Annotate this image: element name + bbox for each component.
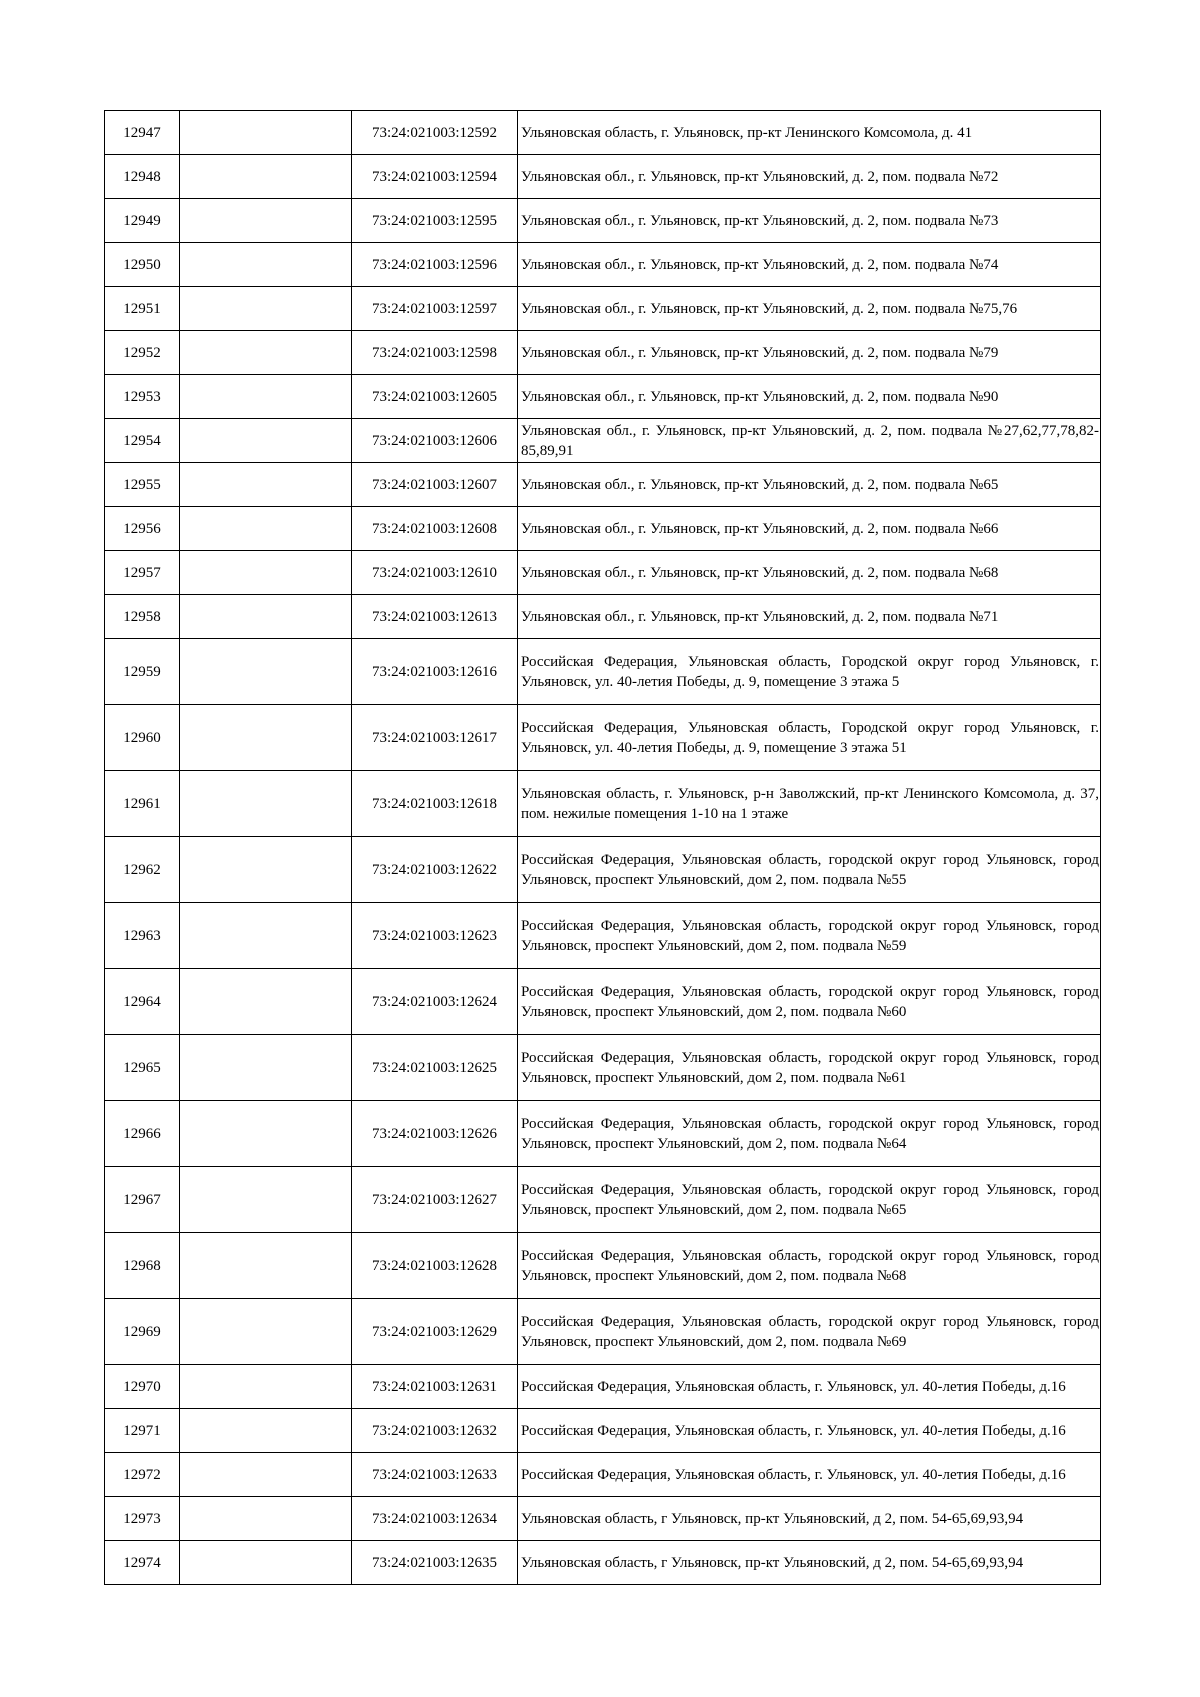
- address: Российская Федерация, Ульяновская область, городской округ город Ульяновск, город Ульяновск, проспект Ульяновский, дом 2, пом. подвала №59: [518, 903, 1101, 969]
- cadastral-number: 73:24:021003:12617: [352, 705, 518, 771]
- row-number: 12973: [105, 1497, 180, 1541]
- empty-cell: [180, 837, 352, 903]
- empty-cell: [180, 1453, 352, 1497]
- table-row: [105, 551, 1101, 595]
- empty-cell: [180, 1101, 352, 1167]
- cadastral-number: 73:24:021003:12634: [352, 1497, 518, 1541]
- row-number: 12970: [105, 1365, 180, 1409]
- address: Российская Федерация, Ульяновская область, г. Ульяновск, ул. 40-летия Победы, д.16: [518, 1365, 1101, 1409]
- table-row: [105, 243, 1101, 287]
- table-row: [105, 419, 1101, 463]
- row-number: 12968: [105, 1233, 180, 1299]
- cadastral-number: 73:24:021003:12607: [352, 463, 518, 507]
- empty-cell: [180, 1035, 352, 1101]
- empty-cell: [180, 705, 352, 771]
- address: Ульяновская обл., г. Ульяновск, пр-кт Ульяновский, д. 2, пом. подвала №73: [518, 199, 1101, 243]
- row-number: 12951: [105, 287, 180, 331]
- empty-cell: [180, 1167, 352, 1233]
- address: Ульяновская область, г Ульяновск, пр-кт Ульяновский, д 2, пом. 54-65,69,93,94: [518, 1497, 1101, 1541]
- table-row: [105, 837, 1101, 903]
- row-number: 12964: [105, 969, 180, 1035]
- address: Ульяновская обл., г. Ульяновск, пр-кт Ульяновский, д. 2, пом. подвала №74: [518, 243, 1101, 287]
- address: Российская Федерация, Ульяновская область, городской округ город Ульяновск, город Ульяновск, проспект Ульяновский, дом 2, пом. подвала №68: [518, 1233, 1101, 1299]
- empty-cell: [180, 1541, 352, 1585]
- table-row: [105, 375, 1101, 419]
- address: Российская Федерация, Ульяновская область, городской округ город Ульяновск, город Ульяновск, проспект Ульяновский, дом 2, пом. подвала №55: [518, 837, 1101, 903]
- address: Российская Федерация, Ульяновская область, городской округ город Ульяновск, город Ульяновск, проспект Ульяновский, дом 2, пом. подвала №61: [518, 1035, 1101, 1101]
- row-number: 12963: [105, 903, 180, 969]
- cadastral-number: 73:24:021003:12628: [352, 1233, 518, 1299]
- address: Ульяновская обл., г. Ульяновск, пр-кт Ульяновский, д. 2, пом. подвала №90: [518, 375, 1101, 419]
- row-number: 12967: [105, 1167, 180, 1233]
- table-row: [105, 155, 1101, 199]
- row-number: 12956: [105, 507, 180, 551]
- empty-cell: [180, 1409, 352, 1453]
- empty-cell: [180, 771, 352, 837]
- address: Российская Федерация, Ульяновская область, городской округ город Ульяновск, город Ульяновск, проспект Ульяновский, дом 2, пом. подвала №60: [518, 969, 1101, 1035]
- address: Ульяновская обл., г. Ульяновск, пр-кт Ульяновский, д. 2, пом. подвала №65: [518, 463, 1101, 507]
- table-row: [105, 595, 1101, 639]
- cadastral-number: 73:24:021003:12597: [352, 287, 518, 331]
- address: Ульяновская обл., г. Ульяновск, пр-кт Ульяновский, д. 2, пом. подвала №71: [518, 595, 1101, 639]
- row-number: 12957: [105, 551, 180, 595]
- empty-cell: [180, 287, 352, 331]
- cadastral-number: 73:24:021003:12632: [352, 1409, 518, 1453]
- table-row: [105, 199, 1101, 243]
- address: Ульяновская обл., г. Ульяновск, пр-кт Ульяновский, д. 2, пом. подвала №75,76: [518, 287, 1101, 331]
- empty-cell: [180, 507, 352, 551]
- row-number: 12966: [105, 1101, 180, 1167]
- empty-cell: [180, 595, 352, 639]
- empty-cell: [180, 155, 352, 199]
- table-row: [105, 1167, 1101, 1233]
- row-number: 12947: [105, 111, 180, 155]
- address: Российская Федерация, Ульяновская область, городской округ город Ульяновск, город Ульяновск, проспект Ульяновский, дом 2, пом. подвала №64: [518, 1101, 1101, 1167]
- cadastral-number: 73:24:021003:12633: [352, 1453, 518, 1497]
- empty-cell: [180, 419, 352, 463]
- row-number: 12969: [105, 1299, 180, 1365]
- row-number: 12962: [105, 837, 180, 903]
- table-row: [105, 969, 1101, 1035]
- empty-cell: [180, 1497, 352, 1541]
- row-number: 12972: [105, 1453, 180, 1497]
- row-number: 12971: [105, 1409, 180, 1453]
- address: Ульяновская обл., г. Ульяновск, пр-кт Ульяновский, д. 2, пом. подвала №66: [518, 507, 1101, 551]
- cadastral-number: 73:24:021003:12606: [352, 419, 518, 463]
- cadastral-number: 73:24:021003:12635: [352, 1541, 518, 1585]
- cadastral-number: 73:24:021003:12626: [352, 1101, 518, 1167]
- address: Российская Федерация, Ульяновская область, г. Ульяновск, ул. 40-летия Победы, д.16: [518, 1453, 1101, 1497]
- row-number: 12961: [105, 771, 180, 837]
- address: Ульяновская обл., г. Ульяновск, пр-кт Ульяновский, д. 2, пом. подвала №68: [518, 551, 1101, 595]
- cadastral-number: 73:24:021003:12625: [352, 1035, 518, 1101]
- table-row: [105, 1299, 1101, 1365]
- row-number: 12954: [105, 419, 180, 463]
- empty-cell: [180, 111, 352, 155]
- row-number: 12950: [105, 243, 180, 287]
- cadastral-number: 73:24:021003:12616: [352, 639, 518, 705]
- row-number: 12959: [105, 639, 180, 705]
- table-row: [105, 331, 1101, 375]
- cadastral-number: 73:24:021003:12629: [352, 1299, 518, 1365]
- address: Российская Федерация, Ульяновская область, г. Ульяновск, ул. 40-летия Победы, д.16: [518, 1409, 1101, 1453]
- address: Ульяновская область, г. Ульяновск, р-н Заволжский, пр-кт Ленинского Комсомола, д. 37, пом. нежилые помещения 1-10 на 1 этаже: [518, 771, 1101, 837]
- empty-cell: [180, 375, 352, 419]
- table-row: [105, 463, 1101, 507]
- table-row: [105, 287, 1101, 331]
- cadastral-number: 73:24:021003:12605: [352, 375, 518, 419]
- row-number: 12949: [105, 199, 180, 243]
- address: Ульяновская обл., г. Ульяновск, пр-кт Ульяновский, д. 2, пом. подвала №27,62,77,78,82-85,89,91: [518, 419, 1101, 463]
- cadastral-number: 73:24:021003:12624: [352, 969, 518, 1035]
- address: Российская Федерация, Ульяновская область, городской округ город Ульяновск, город Ульяновск, проспект Ульяновский, дом 2, пом. подвала №69: [518, 1299, 1101, 1365]
- address: Ульяновская область, г Ульяновск, пр-кт Ульяновский, д 2, пом. 54-65,69,93,94: [518, 1541, 1101, 1585]
- table-row: [105, 1453, 1101, 1497]
- registry-table: [104, 110, 1101, 1585]
- cadastral-number: 73:24:021003:12594: [352, 155, 518, 199]
- empty-cell: [180, 331, 352, 375]
- table-row: [105, 771, 1101, 837]
- empty-cell: [180, 243, 352, 287]
- table-row: [105, 1541, 1101, 1585]
- table-row: [105, 705, 1101, 771]
- row-number: 12958: [105, 595, 180, 639]
- table-row: [105, 1365, 1101, 1409]
- table-row: [105, 1101, 1101, 1167]
- empty-cell: [180, 969, 352, 1035]
- row-number: 12965: [105, 1035, 180, 1101]
- cadastral-number: 73:24:021003:12598: [352, 331, 518, 375]
- address: Российская Федерация, Ульяновская область, Городской округ город Ульяновск, г. Ульяновск, ул. 40-летия Победы, д. 9, помещение 3 этажа 5: [518, 639, 1101, 705]
- empty-cell: [180, 1233, 352, 1299]
- row-number: 12953: [105, 375, 180, 419]
- empty-cell: [180, 199, 352, 243]
- empty-cell: [180, 463, 352, 507]
- table-row: [105, 639, 1101, 705]
- cadastral-number: 73:24:021003:12595: [352, 199, 518, 243]
- cadastral-number: 73:24:021003:12592: [352, 111, 518, 155]
- row-number: 12960: [105, 705, 180, 771]
- empty-cell: [180, 1365, 352, 1409]
- row-number: 12955: [105, 463, 180, 507]
- empty-cell: [180, 903, 352, 969]
- row-number: 12952: [105, 331, 180, 375]
- table-row: [105, 111, 1101, 155]
- empty-cell: [180, 639, 352, 705]
- address: Ульяновская обл., г. Ульяновск, пр-кт Ульяновский, д. 2, пом. подвала №79: [518, 331, 1101, 375]
- table-row: [105, 1497, 1101, 1541]
- cadastral-number: 73:24:021003:12631: [352, 1365, 518, 1409]
- cadastral-number: 73:24:021003:12627: [352, 1167, 518, 1233]
- address: Ульяновская обл., г. Ульяновск, пр-кт Ульяновский, д. 2, пом. подвала №72: [518, 155, 1101, 199]
- cadastral-number: 73:24:021003:12608: [352, 507, 518, 551]
- empty-cell: [180, 551, 352, 595]
- row-number: 12948: [105, 155, 180, 199]
- table-row: [105, 903, 1101, 969]
- cadastral-number: 73:24:021003:12622: [352, 837, 518, 903]
- address: Российская Федерация, Ульяновская область, городской округ город Ульяновск, город Ульяновск, проспект Ульяновский, дом 2, пом. подвала №65: [518, 1167, 1101, 1233]
- address: Ульяновская область, г. Ульяновск, пр-кт Ленинского Комсомола, д. 41: [518, 111, 1101, 155]
- address: Российская Федерация, Ульяновская область, Городской округ город Ульяновск, г. Ульяновск, ул. 40-летия Победы, д. 9, помещение 3 этажа 51: [518, 705, 1101, 771]
- cadastral-number: 73:24:021003:12623: [352, 903, 518, 969]
- cadastral-number: 73:24:021003:12596: [352, 243, 518, 287]
- table-row: [105, 1409, 1101, 1453]
- table-row: [105, 507, 1101, 551]
- row-number: 12974: [105, 1541, 180, 1585]
- empty-cell: [180, 1299, 352, 1365]
- table-row: [105, 1233, 1101, 1299]
- table-row: [105, 1035, 1101, 1101]
- cadastral-number: 73:24:021003:12613: [352, 595, 518, 639]
- cadastral-number: 73:24:021003:12618: [352, 771, 518, 837]
- cadastral-number: 73:24:021003:12610: [352, 551, 518, 595]
